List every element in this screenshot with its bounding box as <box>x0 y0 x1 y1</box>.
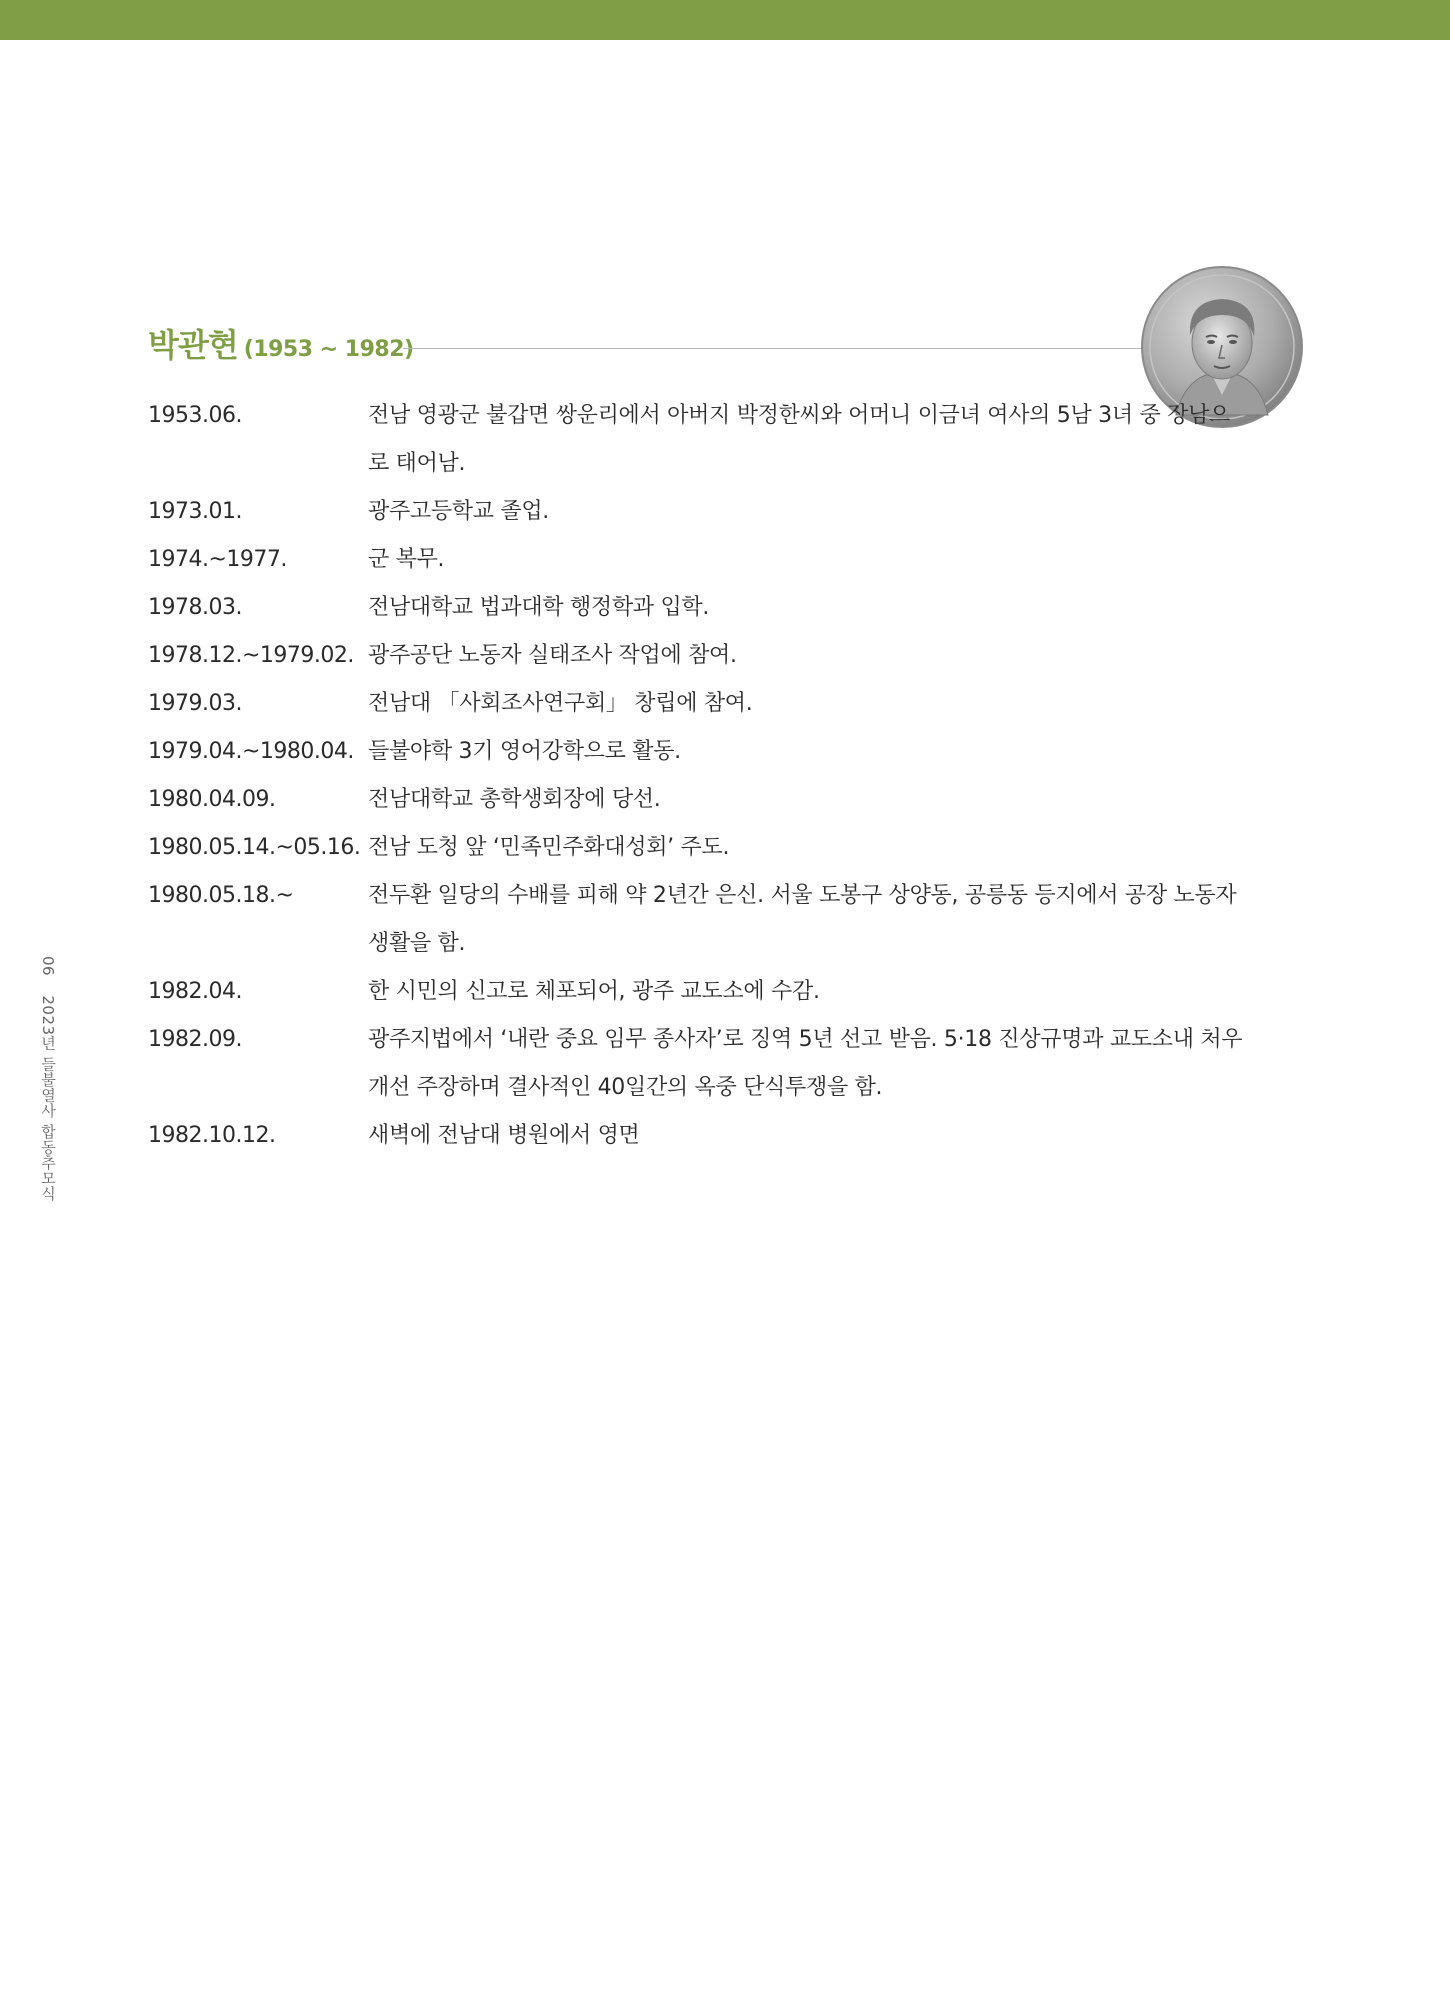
entry-text: 전남 도청 앞 ‘민족민주화대성회’ 주도. <box>368 835 730 860</box>
entry-date: 1982.10.12. <box>148 1123 276 1148</box>
timeline-entry <box>148 1016 1248 1112</box>
entry-date: 1979.03. <box>148 691 242 716</box>
timeline-entry <box>148 632 1248 680</box>
person-header <box>148 310 1298 370</box>
side-running-footer <box>38 956 59 1201</box>
entry-date: 1979.04.~1980.04. <box>148 739 354 764</box>
timeline-entry <box>148 872 1248 968</box>
entry-date: 1980.05.14.~05.16. <box>148 835 361 860</box>
entry-text: 광주지법에서 ‘내란 중요 임무 종사자’로 징역 5년 선고 받음. 5·18 진상규명과 교도소내 처우 개선 주장하며 결사적인 40일간의 옥중 단식투쟁을 함. <box>368 1027 1243 1100</box>
entry-text: 전남 영광군 불갑면 쌍운리에서 아버지 박정한씨와 어머니 이금녀 여사의 5남 3녀 중 장남으로 태어남. <box>368 403 1230 476</box>
timeline-entry <box>148 824 1248 872</box>
page-number: 06 <box>39 956 57 977</box>
timeline-entry <box>148 584 1248 632</box>
timeline-entry <box>148 776 1248 824</box>
entry-date: 1980.04.09. <box>148 787 276 812</box>
entry-date: 1982.04. <box>148 979 242 1004</box>
entry-date: 1978.12.~1979.02. <box>148 643 354 668</box>
timeline-entry <box>148 968 1248 1016</box>
entry-text: 전남대학교 법과대학 행정학과 입학. <box>368 595 710 620</box>
person-name-text: 박관현 <box>148 326 238 364</box>
entry-text: 전두환 일당의 수배를 피해 약 2년간 은신. 서울 도봉구 상양동, 공릉동 등지에서 공장 노동자 생활을 함. <box>368 883 1237 956</box>
person-name <box>148 320 414 366</box>
entry-date: 1953.06. <box>148 403 242 428</box>
entry-text: 광주고등학교 졸업. <box>368 499 550 524</box>
timeline-entry <box>148 488 1248 536</box>
entry-date: 1974.~1977. <box>148 547 287 572</box>
entry-date: 1980.05.18.~ <box>148 883 294 908</box>
entry-text: 광주공단 노동자 실태조사 작업에 참여. <box>368 643 737 668</box>
entry-date: 1973.01. <box>148 499 242 524</box>
timeline <box>148 392 1248 1160</box>
entry-text: 새벽에 전남대 병원에서 영면 <box>368 1123 640 1148</box>
entry-date: 1982.09. <box>148 1027 242 1052</box>
entry-date: 1978.03. <box>148 595 242 620</box>
timeline-entry <box>148 392 1248 488</box>
timeline-entry <box>148 1112 1248 1160</box>
entry-text: 전남대학교 총학생회장에 당선. <box>368 787 661 812</box>
entry-text: 전남대 「사회조사연구회」 창립에 참여. <box>368 691 753 716</box>
entry-text: 한 시민의 신고로 체포되어, 광주 교도소에 수감. <box>368 979 820 1004</box>
entry-text: 들불야학 3기 영어강학으로 활동. <box>368 739 681 764</box>
top-color-band <box>0 0 1450 40</box>
entry-text: 군 복무. <box>368 547 445 572</box>
timeline-entry <box>148 728 1248 776</box>
timeline-entry <box>148 680 1248 728</box>
publication-title: 2023년 들불열사 합동추모식 <box>39 995 57 1202</box>
person-years: (1953 ~ 1982) <box>243 337 414 362</box>
timeline-entry <box>148 536 1248 584</box>
